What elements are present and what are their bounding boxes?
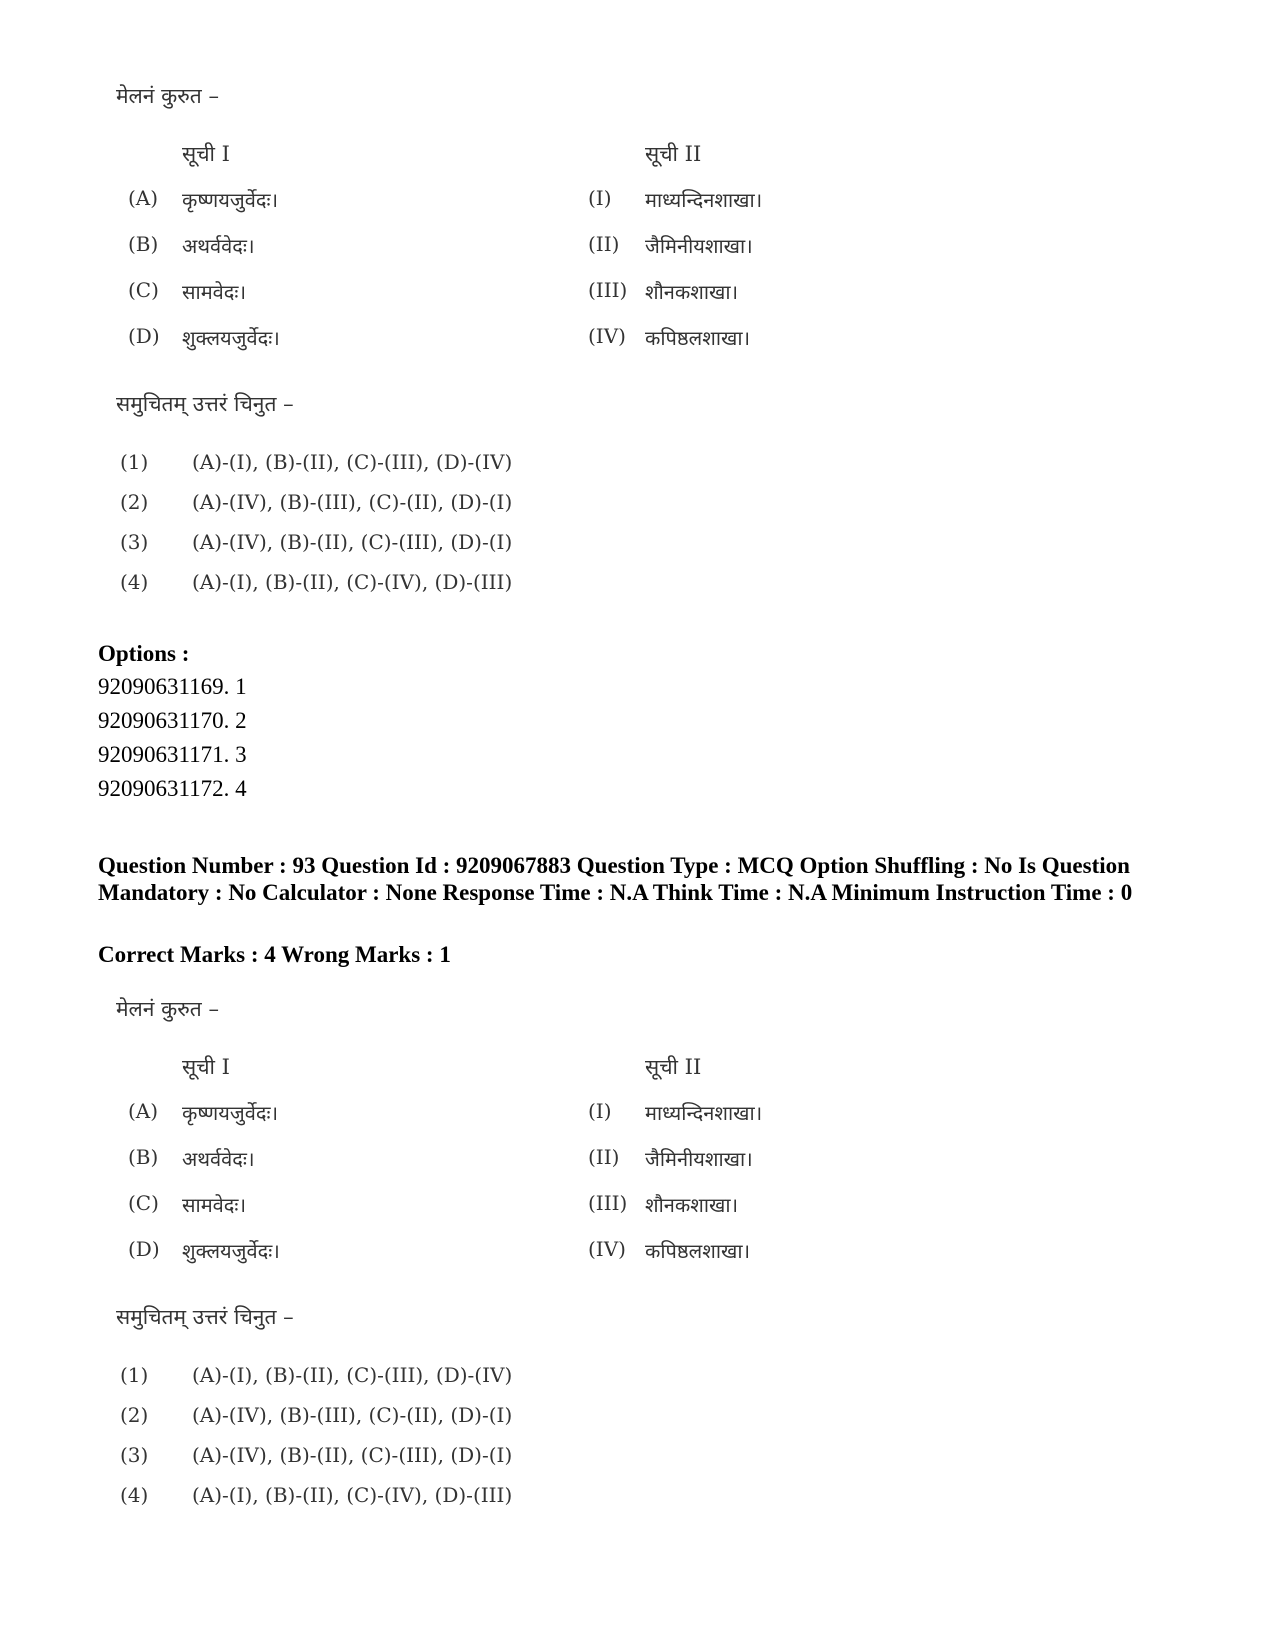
choose-prompt: समुचितम् उत्तरं चिनुत – bbox=[116, 392, 294, 416]
options-section bbox=[98, 638, 247, 806]
list1-label: (D) bbox=[128, 1237, 160, 1261]
list1-label: (B) bbox=[128, 1145, 159, 1169]
answer-text: (A)-(I), (B)-(II), (C)-(IV), (D)-(III) bbox=[192, 1483, 513, 1507]
options-title: Options : bbox=[98, 641, 190, 666]
question-meta: Question Number : 93 Question Id : 9209067883 Question Type : MCQ Option Shuffling : No Is Question Mandatory : No Calculator : None Response Time : N.A Think Time : N.A Minimum Instruction Time : 0 bbox=[98, 853, 1133, 905]
answer-number: (2) bbox=[120, 1403, 149, 1427]
list2-label: (II) bbox=[588, 1145, 620, 1169]
answer-text: (A)-(I), (B)-(II), (C)-(III), (D)-(IV) bbox=[192, 1363, 513, 1387]
list1-label: (D) bbox=[128, 324, 160, 348]
match-instruction: मेलनं कुरुत – bbox=[116, 84, 219, 108]
list1-item: कृष्णयजुर्वेदः। bbox=[182, 1101, 279, 1125]
list2-item: माध्यन्दिनशाखा। bbox=[645, 1101, 763, 1125]
answer-text: (A)-(IV), (B)-(II), (C)-(III), (D)-(I) bbox=[192, 1443, 513, 1467]
option-item: 92090631172. 4 bbox=[98, 776, 247, 801]
list2-label: (III) bbox=[588, 1191, 628, 1215]
answer-number: (2) bbox=[120, 490, 149, 514]
list2-item: कपिष्ठलशाखा। bbox=[645, 1239, 751, 1263]
list2-label: (IV) bbox=[588, 1237, 626, 1261]
option-item: 92090631171. 3 bbox=[98, 742, 247, 767]
list1-label: (B) bbox=[128, 232, 159, 256]
answer-number: (4) bbox=[120, 1483, 149, 1507]
answer-number: (1) bbox=[120, 450, 149, 474]
question-image-top bbox=[110, 70, 870, 630]
list2-label: (I) bbox=[588, 186, 612, 210]
list2-title: सूची II bbox=[645, 1055, 702, 1079]
list1-item: अथर्ववेदः। bbox=[182, 234, 255, 258]
list1-label: (C) bbox=[128, 1191, 159, 1215]
answer-text: (A)-(IV), (B)-(III), (C)-(II), (D)-(I) bbox=[192, 490, 513, 514]
list1-item: शुक्लयजुर्वेदः। bbox=[182, 326, 280, 350]
list2-item: जैमिनीयशाखा। bbox=[645, 1147, 753, 1171]
answer-number: (1) bbox=[120, 1363, 149, 1387]
list1-label: (C) bbox=[128, 278, 159, 302]
answer-text: (A)-(I), (B)-(II), (C)-(III), (D)-(IV) bbox=[192, 450, 513, 474]
list2-item: कपिष्ठलशाखा। bbox=[645, 326, 751, 350]
list1-item: सामवेदः। bbox=[182, 1193, 247, 1217]
list1-label: (A) bbox=[128, 186, 159, 210]
match-instruction: मेलनं कुरुत – bbox=[116, 997, 219, 1021]
list2-item: जैमिनीयशाखा। bbox=[645, 234, 753, 258]
marks-line: Correct Marks : 4 Wrong Marks : 1 bbox=[98, 942, 451, 967]
list1-item: कृष्णयजुर्वेदः। bbox=[182, 188, 279, 212]
list1-item: अथर्ववेदः। bbox=[182, 1147, 255, 1171]
answer-text: (A)-(I), (B)-(II), (C)-(IV), (D)-(III) bbox=[192, 570, 513, 594]
list2-item: शौनकशाखा। bbox=[645, 280, 739, 304]
option-item: 92090631169. 1 bbox=[98, 674, 247, 699]
list1-item: शुक्लयजुर्वेदः। bbox=[182, 1239, 280, 1263]
list1-label: (A) bbox=[128, 1099, 159, 1123]
list2-label: (II) bbox=[588, 232, 620, 256]
answer-text: (A)-(IV), (B)-(III), (C)-(II), (D)-(I) bbox=[192, 1403, 513, 1427]
answer-number: (3) bbox=[120, 530, 149, 554]
answer-number: (4) bbox=[120, 570, 149, 594]
question-image-bottom bbox=[110, 985, 870, 1545]
list2-label: (IV) bbox=[588, 324, 626, 348]
list2-title: सूची II bbox=[645, 142, 702, 166]
list1-title: सूची I bbox=[182, 1055, 230, 1079]
answer-text: (A)-(IV), (B)-(II), (C)-(III), (D)-(I) bbox=[192, 530, 513, 554]
option-item: 92090631170. 2 bbox=[98, 708, 247, 733]
list1-item: सामवेदः। bbox=[182, 280, 247, 304]
choose-prompt: समुचितम् उत्तरं चिनुत – bbox=[116, 1305, 294, 1329]
list2-item: माध्यन्दिनशाखा। bbox=[645, 188, 763, 212]
list1-title: सूची I bbox=[182, 142, 230, 166]
list2-label: (III) bbox=[588, 278, 628, 302]
list2-label: (I) bbox=[588, 1099, 612, 1123]
list2-item: शौनकशाखा। bbox=[645, 1193, 739, 1217]
answer-number: (3) bbox=[120, 1443, 149, 1467]
